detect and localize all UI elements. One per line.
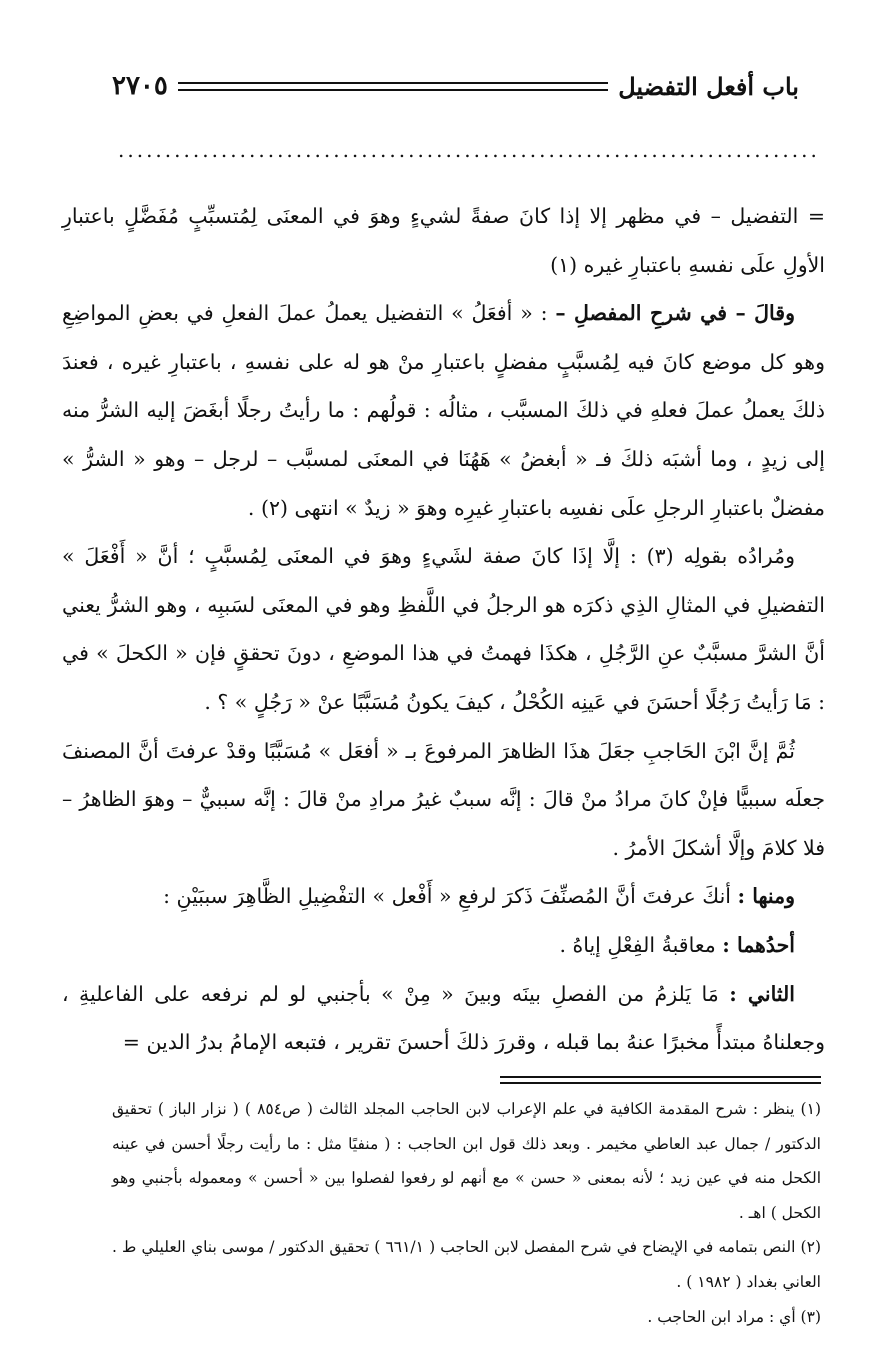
dotted-separator: ........................................................................... — [118, 140, 820, 162]
paragraph-7 — [62, 970, 825, 1067]
paragraph-5-text: أنكَ عرفتَ أنَّ المُصنِّفَ ذَكرَ لرفعِ « أَفْعل » التفْضِيلِ الظَّاهِرَ سببَيْنِ : — [163, 884, 731, 909]
footnote-ref-3: (٣) — [646, 544, 674, 569]
paragraph-7-lead: الثاني : — [729, 981, 795, 1006]
paragraph-1 — [62, 192, 825, 289]
paragraph-3-text: : إلَّا إذَا كانَ صفة لشَيءٍ وهوَ في المعنَى لِمُسبَّبٍ ؛ أنَّ « أَفْعَلَ » التفضيلِ في المثالِ الذِي ذكرَه هو الرجلُ في اللَّفظِ وهو في المعنَى لسَببِه ، وهو الشرُّ يعني أنَّ الشرَّ مسبَّبٌ عنِ الرَّجُلِ ، هكذَا فهمتُ في هذا الموضعِ ، دونَ تحققٍ فإن « الكحلَ » في : مَا رَأيتُ رَجُلًا أحسَنَ في عَينِه الكُحْلُ ، كيفَ يكونُ مُسَبَّبًا عنْ « رَجُلٍ » ؟ . — [62, 544, 825, 714]
paragraph-5-lead: ومنها : — [737, 884, 795, 909]
paragraph-2: وقالَ – في شرحِ المفصلِ – : « أفعَلُ » التفضيل يعملُ عملَ الفعلِ في بعضِ المواضِعِ وهو كل موضع كانَ فيه لِمُسبَّبٍ مفضلٍ باعتبارِ منْ هو له على نفسهِ ، باعتبارِ غيره ، فعندَ ذلكَ يعملُ عملَ فعلهِ في ذلكَ المسبَّب ، مثالُه : قولُهم : ما رأيتُ رجلًا أبغَضَ إليه الشرُّ منه إلى زيدٍ ، وما أشبَه ذلكَ فـ « أبغضُ » هَهُنَا في المعنَى لمسبَّب – لرجل – وهو « الشرُّ » مفضلٌ باعتبارِ الرجلِ علَى نفسِه باعتبارِ غيرِه وهوَ « زيدٌ » انتهى (٢) . — [62, 301, 825, 520]
footnote-3: (٣) أي : مراد ابن الحاجب . — [647, 1307, 821, 1326]
footnote-2: (٢) النص بتمامه في الإيضاح في شرح المفصل لابن الحاجب ( ٦٦١/١ ) تحقيق الدكتور / موسى بناي العليلي ط . العاني بغداد ( ١٩٨٢ ) . — [112, 1238, 821, 1291]
paragraph-2-lead: وقالَ – في شرحِ المفصلِ – — [555, 301, 795, 326]
paragraph-6 — [62, 921, 825, 970]
footnote-ref-1: (١) — [550, 252, 578, 277]
header-rule — [178, 82, 608, 91]
paragraph-6-lead: أحدُهما : — [722, 932, 795, 957]
footnote-separator — [500, 1076, 821, 1084]
footnote-ref-2: (٢) — [260, 495, 288, 520]
page-header — [112, 66, 799, 106]
page-number: ٢٧٠٥ — [112, 71, 168, 101]
paragraph-5 — [62, 872, 825, 921]
paragraph-3-lead: ومُرادُه بقولِه — [683, 544, 795, 569]
footnote-1: (١) ينظر : شرح المقدمة الكافية في علم الإعراب لابن الحاجب المجلد الثالث ( ص٨٥٤ ) ( نزار الباز ) تحقيق الدكتور / جمال عبد العاطي مخيمر . وبعد ذلك قول ابن الحاجب : ( منفيًا مثل : ما رأيت رجلًا أحسن في عينه الكحل منه في عين زيد ؛ لأنه بمعنى « حسن » مع أنهم لو رفعوا لفصلوا بين « أحسن » ومعموله بأجنبي وهو الكحل ) اهـ . — [112, 1100, 821, 1222]
chapter-title: باب أفعل التفضيل — [618, 71, 799, 101]
main-text — [62, 192, 825, 1067]
paragraph-4: ثُمَّ إنَّ ابْنَ الحَاجبِ جعَلَ هذَا الظاهرَ المرفوعَ بـ « أفعَل » مُسَبَّبًا وقدْ عرفتَ أنَّ المصنفَ جعلَه سببيًّا فإنْ كانَ مرادُ منْ قالَ : إنَّه سببٌ غيرُ مرادِ منْ قالَ : إنَّه سببيٌّ – وهوَ الظاهرُ – فلا كلامَ وإلَّا أشكلَ الأمرُ . — [62, 738, 825, 860]
footnotes — [112, 1092, 821, 1334]
paragraph-1-text: = التفضيل – في مظهر إلا إذا كانَ صفةً لشيءٍ وهوَ في المعنَى لِمُتسبِّبٍ مُفَضَّلٍ باعتبارِ الأولِ علَى نفسهِ باعتبارِ غيره — [62, 204, 825, 277]
paragraph-3 — [62, 532, 825, 726]
paragraph-6-text: معاقبةُ الفِعْلِ إياهُ . — [559, 932, 716, 957]
paragraph-2-text: : « أفعَلُ » التفضيل يعملُ عملَ الفعلِ في بعضِ المواضِعِ وهو كل موضع كانَ فيه لِمُسبَّبٍ مفضلٍ باعتبارِ منْ هو له على نفسهِ ، باعتبارِ غيره ، فعندَ ذلكَ يعملُ عملَ فعلهِ في ذلكَ المسبَّب ، مثالُه : قولُهم : ما رأيتُ رجلًا أبغَضَ إليه الشرُّ منه إلى زيدٍ ، وما أشبَه ذلكَ فـ « أبغضُ » هَهُنَا في المعنَى لمسبَّب – لرجل – وهو « الشرُّ » مفضلٌ باعتبارِ الرجلِ علَى نفسِه باعتبارِ غيرِه وهوَ « زيدٌ » انتهى — [62, 301, 825, 520]
paragraph-7-text: مَا يَلزمُ من الفصلِ بينَه وبينَ « مِنْ » بأجنبي لو لم نرفعه على الفاعليةِ ، وجعلناهُ مبتدأً مخبرًا عنهُ بما قبله ، وقررَ ذلكَ أحسنَ تقرير ، فتبعه الإمامُ بدرُ الدين = — [62, 981, 825, 1055]
